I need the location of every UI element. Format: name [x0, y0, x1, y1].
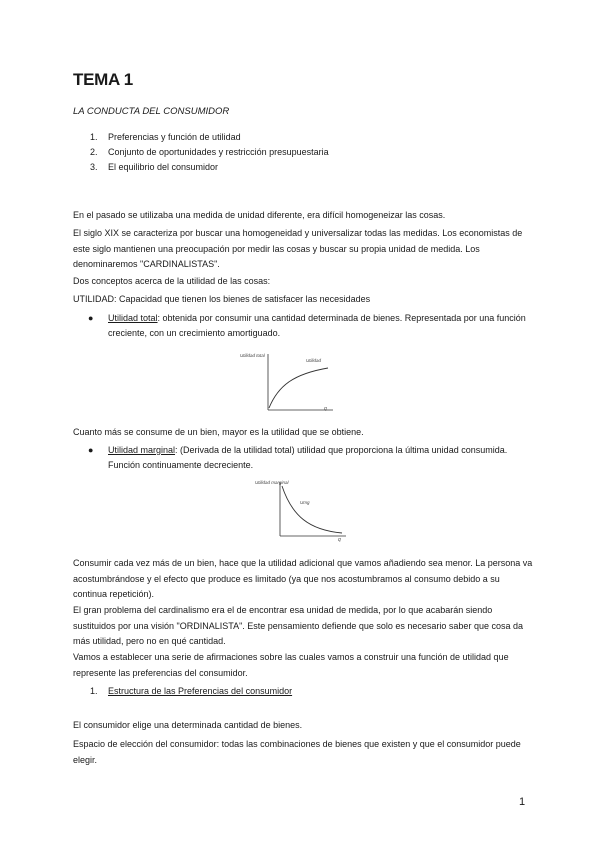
page-title: TEMA 1 [73, 70, 133, 89]
toc-text: Preferencias y función de utilidad [108, 132, 241, 142]
y-axis-label: Utilidad total [240, 353, 265, 358]
toc-number: 1. [90, 132, 98, 142]
toc-text: Conjunto de oportunidades y restricción presupuestaria [108, 147, 329, 157]
paragraph: Dos conceptos acerca de la utilidad de las cosas: [73, 276, 271, 286]
curve-label: Utilidad [306, 358, 322, 363]
table-of-contents [90, 130, 329, 175]
paragraph: El consumidor elige una determinada cantidad de bienes. [73, 720, 303, 730]
bullet-body [108, 443, 528, 473]
bullet-text: : obtenida por consumir una cantidad determinada de bienes. Representada por una función creciente, con un crecimiento amortiguado. [108, 313, 526, 338]
page-number: 1 [519, 796, 526, 808]
bullet-term: Utilidad total [108, 313, 158, 323]
utilidad-total-graph [238, 348, 338, 414]
curve-label: Umg [300, 500, 310, 505]
bullet-body [108, 311, 528, 341]
section-title: Estructura de las Preferencias del consumidor [108, 686, 293, 696]
paragraph: Vamos a establecer una serie de afirmaciones sobre las cuales vamos a construir una función de utilidad que represente las preferencias del consumidor. [73, 652, 509, 678]
page-subtitle: LA CONDUCTA DEL CONSUMIDOR [73, 106, 230, 117]
bullet-text: : (Derivada de la utilidad total) utilidad que proporciona la última unidad consumida. Función continuamente decreciente. [108, 445, 508, 470]
bullet-utilidad-total [88, 311, 528, 341]
paragraph: El siglo XIX se caracteriza por buscar una homogeneidad y universalizar todas las medidas. Los economistas de este siglo mantienen una preocupación por medir las cosas y buscar su propia unidad de medida. Los denominaremos "CARDINALISTAS". [73, 228, 523, 269]
bullet-utilidad-marginal [88, 443, 528, 473]
toc-text: El equilibrio del consumidor [108, 162, 219, 172]
toc-number: 2. [90, 147, 98, 157]
bullet-dot: ● [88, 313, 94, 323]
bullet-dot: ● [88, 445, 94, 455]
x-axis-label: q [338, 537, 341, 542]
section-number: 1. [90, 686, 98, 696]
toc-item [90, 130, 329, 145]
x-axis-label: q [324, 406, 327, 412]
paragraph: Consumir cada vez más de un bien, hace que la utilidad adicional que vamos añadiendo sea menor. La persona va acostumbrándose y el efecto que produce es limitado (ya que nos acostumbramos al consumo debido a su continua repetición). [73, 558, 533, 599]
toc-item [90, 145, 329, 160]
total-utility-curve [269, 368, 328, 408]
paragraph: El gran problema del cardinalismo era el de encontrar esa unidad de medida, por lo que acabarán siendo sustituidos por una visión "ORDINALISTA". Este pensamiento defiende que solo es necesario saber que cosa da más utilidad, pero no en qué cantidad. [73, 605, 523, 646]
paragraph: Espacio de elección del consumidor: todas las combinaciones de bienes que existen y que el consumidor puede elegir. [73, 739, 521, 765]
paragraph: En el pasado se utilizaba una medida de unidad diferente, era difícil homogeneizar las cosas. [73, 210, 446, 220]
toc-item [90, 160, 329, 175]
section-heading [90, 686, 292, 696]
y-axis-label: Utilidad marginal [255, 480, 289, 485]
paragraph: Cuanto más se consume de un bien, mayor es la utilidad que se obtiene. [73, 427, 364, 437]
paragraph: UTILIDAD: Capacidad que tienen los bienes de satisfacer las necesidades [73, 294, 371, 304]
marginal-utility-curve [282, 486, 342, 533]
utilidad-marginal-graph [254, 476, 350, 542]
bullet-term: Utilidad marginal [108, 445, 176, 455]
toc-number: 3. [90, 162, 98, 172]
